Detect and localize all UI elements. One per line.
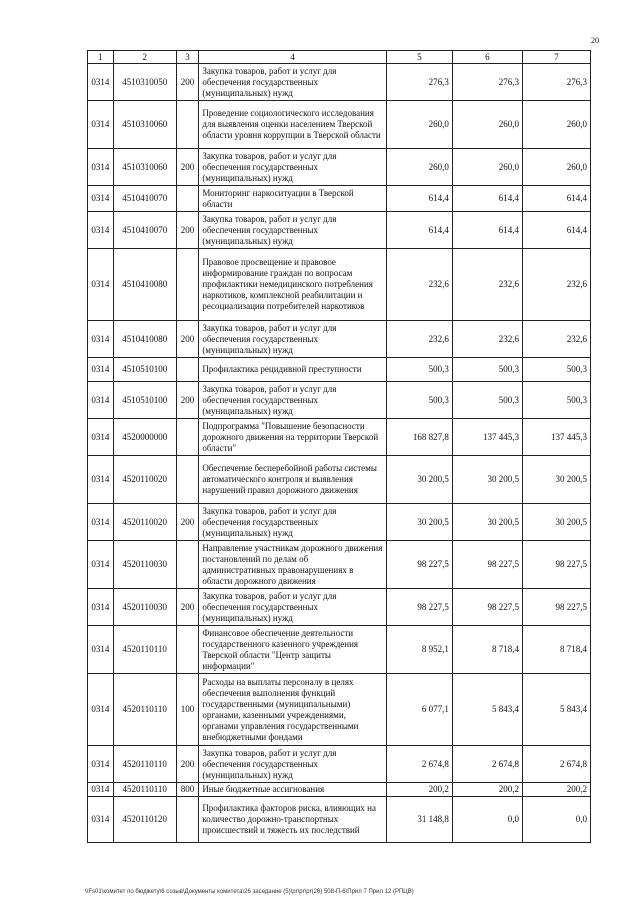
- amount-cell: 98 227,5: [386, 541, 452, 589]
- expense-type-cell: 200: [176, 382, 199, 419]
- amount-cell: 614,4: [452, 186, 522, 212]
- code-cell: 4520110120: [113, 797, 176, 843]
- section-cell: 0314: [88, 321, 114, 358]
- table-row: [88, 382, 591, 419]
- amount-cell: 30 200,5: [522, 456, 590, 504]
- section-cell: 0314: [88, 504, 114, 541]
- header-cell: 4: [199, 51, 387, 64]
- code-cell: 4510510100: [113, 358, 176, 382]
- expense-type-cell: [176, 358, 199, 382]
- description-cell: Мониторинг наркоситуации в Тверской области: [199, 186, 387, 212]
- code-cell: 4510310060: [113, 149, 176, 186]
- amount-cell: 137 445,3: [522, 419, 590, 456]
- amount-cell: 30 200,5: [386, 504, 452, 541]
- section-cell: 0314: [88, 382, 114, 419]
- section-cell: 0314: [88, 358, 114, 382]
- table-row: [88, 746, 591, 783]
- section-cell: 0314: [88, 589, 114, 626]
- amount-cell: 232,6: [386, 249, 452, 321]
- code-cell: 4520110110: [113, 783, 176, 797]
- description-cell: Профилактика рецидивной преступности: [199, 358, 387, 382]
- expense-type-cell: [176, 626, 199, 674]
- amount-cell: 232,6: [452, 321, 522, 358]
- amount-cell: 2 674,8: [522, 746, 590, 783]
- table-row: [88, 504, 591, 541]
- expense-type-cell: [176, 456, 199, 504]
- amount-cell: 500,3: [452, 358, 522, 382]
- amount-cell: 30 200,5: [522, 504, 590, 541]
- expense-type-cell: [176, 541, 199, 589]
- amount-cell: 276,3: [386, 64, 452, 101]
- description-cell: Закупка товаров, работ и услуг для обеспечения государственных (муниципальных) нужд: [199, 212, 387, 249]
- section-cell: 0314: [88, 674, 114, 746]
- amount-cell: 98 227,5: [522, 541, 590, 589]
- amount-cell: 260,0: [452, 149, 522, 186]
- amount-cell: 98 227,5: [522, 589, 590, 626]
- section-cell: 0314: [88, 419, 114, 456]
- expense-type-cell: 200: [176, 746, 199, 783]
- description-cell: Закупка товаров, работ и услуг для обеспечения государственных (муниципальных) нужд: [199, 64, 387, 101]
- amount-cell: 614,4: [386, 186, 452, 212]
- description-cell: Профилактика факторов риска, влияющих на количество дорожно-транспортных происшествий и тяжесть их последствий: [199, 797, 387, 843]
- amount-cell: 232,6: [386, 321, 452, 358]
- table-row: [88, 101, 591, 149]
- page-number: 20: [591, 36, 599, 45]
- description-cell: Закупка товаров, работ и услуг для обеспечения государственных (муниципальных) нужд: [199, 382, 387, 419]
- section-cell: 0314: [88, 783, 114, 797]
- description-cell: Закупка товаров, работ и услуг для обеспечения государственных (муниципальных) нужд: [199, 589, 387, 626]
- table-row: [88, 249, 591, 321]
- code-cell: 4510410080: [113, 321, 176, 358]
- amount-cell: 200,2: [386, 783, 452, 797]
- table-row: [88, 589, 591, 626]
- code-cell: 4510310060: [113, 101, 176, 149]
- table-row: [88, 212, 591, 249]
- amount-cell: 2 674,8: [386, 746, 452, 783]
- amount-cell: 500,3: [386, 358, 452, 382]
- code-cell: 4510410070: [113, 186, 176, 212]
- section-cell: 0314: [88, 797, 114, 843]
- section-cell: 0314: [88, 64, 114, 101]
- expense-type-cell: 200: [176, 149, 199, 186]
- description-cell: Проведение социологического исследования для выявления оценки населением Тверской области уровня коррупции в Тверской области: [199, 101, 387, 149]
- description-cell: Иные бюджетные ассигнования: [199, 783, 387, 797]
- description-cell: Финансовое обеспечение деятельности государственного казенного учреждения Тверской области "Центр защиты информации": [199, 626, 387, 674]
- table-row: [88, 456, 591, 504]
- expense-type-cell: 800: [176, 783, 199, 797]
- amount-cell: 2 674,8: [452, 746, 522, 783]
- code-cell: 4520110110: [113, 746, 176, 783]
- amount-cell: 6 077,1: [386, 674, 452, 746]
- amount-cell: 500,3: [522, 358, 590, 382]
- table-row: [88, 797, 591, 843]
- section-cell: 0314: [88, 101, 114, 149]
- table-row: [88, 626, 591, 674]
- table-row: [88, 358, 591, 382]
- header-cell: 2: [113, 51, 176, 64]
- amount-cell: 614,4: [386, 212, 452, 249]
- amount-cell: 8 718,4: [452, 626, 522, 674]
- amount-cell: 232,6: [452, 249, 522, 321]
- section-cell: 0314: [88, 249, 114, 321]
- code-cell: 4520110110: [113, 626, 176, 674]
- amount-cell: 5 843,4: [522, 674, 590, 746]
- section-cell: 0314: [88, 149, 114, 186]
- code-cell: 4520110020: [113, 504, 176, 541]
- expense-type-cell: 200: [176, 504, 199, 541]
- amount-cell: 232,6: [522, 249, 590, 321]
- expense-type-cell: 200: [176, 212, 199, 249]
- description-cell: Подпрограмма "Повышение безопасности дорожного движения на территории Тверской области": [199, 419, 387, 456]
- amount-cell: 168 827,8: [386, 419, 452, 456]
- amount-cell: 98 227,5: [386, 589, 452, 626]
- amount-cell: 500,3: [386, 382, 452, 419]
- expense-type-cell: [176, 419, 199, 456]
- amount-cell: 614,4: [522, 212, 590, 249]
- expense-type-cell: [176, 249, 199, 321]
- code-cell: 4510410080: [113, 249, 176, 321]
- table-row: [88, 64, 591, 101]
- amount-cell: 260,0: [386, 101, 452, 149]
- header-cell: 3: [176, 51, 199, 64]
- amount-cell: 232,6: [522, 321, 590, 358]
- amount-cell: 8 952,1: [386, 626, 452, 674]
- header-cell: 5: [386, 51, 452, 64]
- section-cell: 0314: [88, 456, 114, 504]
- expense-type-cell: 200: [176, 64, 199, 101]
- amount-cell: 260,0: [386, 149, 452, 186]
- table-row: [88, 149, 591, 186]
- amount-cell: 614,4: [522, 186, 590, 212]
- amount-cell: 30 200,5: [386, 456, 452, 504]
- amount-cell: 137 445,3: [452, 419, 522, 456]
- code-cell: 4520000000: [113, 419, 176, 456]
- table-row: [88, 419, 591, 456]
- description-cell: Расходы на выплаты персоналу в целях обеспечения выполнения функций государственными (муниципальными) органами, казенными учреждениями, органами управления государственными внебюджетными фондами: [199, 674, 387, 746]
- code-cell: 4510510100: [113, 382, 176, 419]
- expense-type-cell: [176, 186, 199, 212]
- description-cell: Закупка товаров, работ и услуг для обеспечения государственных (муниципальных) нужд: [199, 149, 387, 186]
- expense-type-cell: 100: [176, 674, 199, 746]
- table-header-row: [88, 51, 591, 64]
- amount-cell: 276,3: [452, 64, 522, 101]
- description-cell: Закупка товаров, работ и услуг для обеспечения государственных (муниципальных) нужд: [199, 321, 387, 358]
- amount-cell: 260,0: [452, 101, 522, 149]
- amount-cell: 500,3: [452, 382, 522, 419]
- amount-cell: 200,2: [452, 783, 522, 797]
- amount-cell: 260,0: [522, 101, 590, 149]
- table-row: [88, 186, 591, 212]
- header-cell: 7: [522, 51, 590, 64]
- amount-cell: 260,0: [522, 149, 590, 186]
- description-cell: Направление участникам дорожного движения постановлений по делам об административных правонарушениях в области дорожного движения: [199, 541, 387, 589]
- code-cell: 4510410070: [113, 212, 176, 249]
- amount-cell: 614,4: [452, 212, 522, 249]
- code-cell: 4520110030: [113, 541, 176, 589]
- amount-cell: 8 718,4: [522, 626, 590, 674]
- amount-cell: 5 843,4: [452, 674, 522, 746]
- section-cell: 0314: [88, 186, 114, 212]
- expense-type-cell: [176, 101, 199, 149]
- amount-cell: 98 227,5: [452, 541, 522, 589]
- section-cell: 0314: [88, 541, 114, 589]
- expense-type-cell: [176, 797, 199, 843]
- description-cell: Обеспечение бесперебойной работы системы автоматического контроля и выявления нарушений правил дорожного движения: [199, 456, 387, 504]
- header-cell: 6: [452, 51, 522, 64]
- table-row: [88, 541, 591, 589]
- amount-cell: 200,2: [522, 783, 590, 797]
- table-row: [88, 783, 591, 797]
- file-path-footer: \\Fs01\комитет по бюджету\6 созыв\Документы комитета\26 заседание (5)\pr\pr\pr(26) 508-П-6\Прил 7 Прил 12 (РПЦВ): [85, 889, 414, 895]
- amount-cell: 0,0: [522, 797, 590, 843]
- code-cell: 4520110030: [113, 589, 176, 626]
- section-cell: 0314: [88, 626, 114, 674]
- code-cell: 4520110110: [113, 674, 176, 746]
- table-row: [88, 321, 591, 358]
- budget-table: [87, 50, 591, 843]
- amount-cell: 276,3: [522, 64, 590, 101]
- amount-cell: 98 227,5: [452, 589, 522, 626]
- amount-cell: 31 148,8: [386, 797, 452, 843]
- amount-cell: 500,3: [522, 382, 590, 419]
- description-cell: Закупка товаров, работ и услуг для обеспечения государственных (муниципальных) нужд: [199, 746, 387, 783]
- section-cell: 0314: [88, 212, 114, 249]
- amount-cell: 30 200,5: [452, 504, 522, 541]
- amount-cell: 0,0: [452, 797, 522, 843]
- header-cell: 1: [88, 51, 114, 64]
- section-cell: 0314: [88, 746, 114, 783]
- amount-cell: 30 200,5: [452, 456, 522, 504]
- table-row: [88, 674, 591, 746]
- description-cell: Закупка товаров, работ и услуг для обеспечения государственных (муниципальных) нужд: [199, 504, 387, 541]
- code-cell: 4520110020: [113, 456, 176, 504]
- code-cell: 4510310050: [113, 64, 176, 101]
- expense-type-cell: 200: [176, 321, 199, 358]
- expense-type-cell: 200: [176, 589, 199, 626]
- description-cell: Правовое просвещение и правовое информирование граждан по вопросам профилактики немедицинского потребления наркотиков, комплексной реабилитации и ресоциализации потребителей наркотиков: [199, 249, 387, 321]
